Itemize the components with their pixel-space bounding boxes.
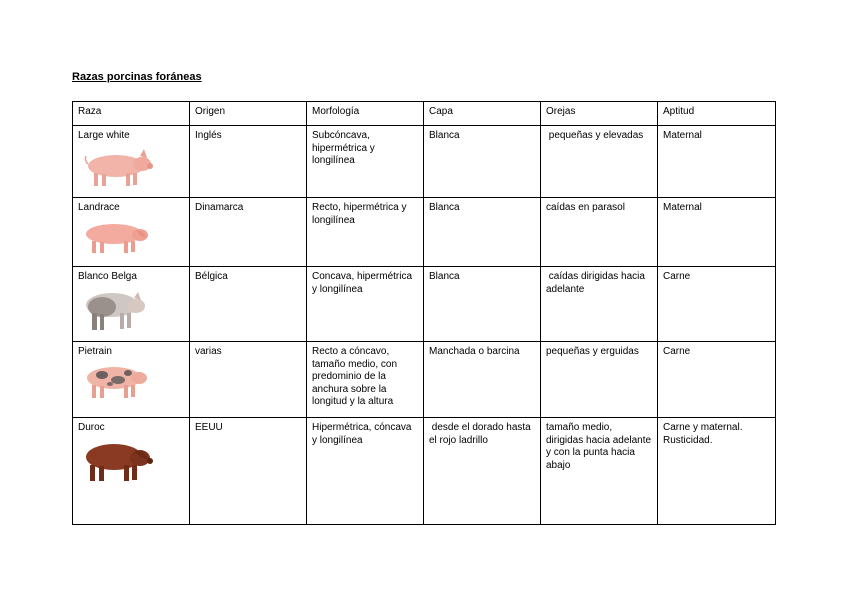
table-row <box>73 126 776 198</box>
breed-cell <box>73 418 190 525</box>
breed-cell <box>73 198 190 267</box>
aptitude-cell: Maternal <box>658 198 776 267</box>
aptitude-cell: Maternal <box>658 126 776 198</box>
breed-name: Landrace <box>78 202 120 213</box>
large-white-pig-photo <box>80 146 156 190</box>
breeds-table <box>72 101 776 525</box>
breed-name: Duroc <box>78 422 105 433</box>
breed-cell <box>73 126 190 198</box>
morphology-cell: Concava, hipermétrica y longilínea <box>307 267 424 342</box>
landrace-pig-photo <box>80 218 152 256</box>
ears-cell: caídas en parasol <box>541 198 658 267</box>
breed-cell <box>73 342 190 418</box>
origin-cell: Dinamarca <box>190 198 307 267</box>
origin-cell: varias <box>190 342 307 418</box>
origin-cell: Bélgica <box>190 267 307 342</box>
origin-cell: Inglés <box>190 126 307 198</box>
table-row <box>73 198 776 267</box>
breed-name: Pietrain <box>78 346 112 357</box>
table-row <box>73 342 776 418</box>
morphology-cell: Recto a cóncavo, tamaño medio, con predominio de la anchura sobre la longitud y la altura <box>307 342 424 418</box>
header-cell: Orejas <box>541 102 658 126</box>
coat-cell: Blanca <box>424 126 541 198</box>
coat-cell: Blanca <box>424 198 541 267</box>
breed-name: Blanco Belga <box>78 271 137 282</box>
aptitude-cell: Carne y maternal. Rusticidad. <box>658 418 776 525</box>
ears-cell: tamaño medio, dirigidas hacia adelante y con la punta hacia abajo <box>541 418 658 525</box>
morphology-cell: Subcóncava, hipermétrica y longilínea <box>307 126 424 198</box>
header-cell: Capa <box>424 102 541 126</box>
header-cell: Origen <box>190 102 307 126</box>
breed-cell <box>73 267 190 342</box>
header-cell: Raza <box>73 102 190 126</box>
coat-cell: desde el dorado hasta el rojo ladrillo <box>424 418 541 525</box>
ears-cell: pequeñas y elevadas <box>541 126 658 198</box>
coat-cell: Blanca <box>424 267 541 342</box>
ears-cell: caídas dirigidas hacia adelante <box>541 267 658 342</box>
pietrain-pig-photo <box>80 362 152 402</box>
origin-cell: EEUU <box>190 418 307 525</box>
blanco-belga-pig-photo <box>80 287 152 333</box>
duroc-pig-photo <box>80 438 156 484</box>
breed-name: Large white <box>78 130 130 141</box>
ears-cell: pequeñas y erguidas <box>541 342 658 418</box>
table-row <box>73 267 776 342</box>
morphology-cell: Recto, hipermétrica y longilínea <box>307 198 424 267</box>
coat-cell: Manchada o barcina <box>424 342 541 418</box>
document-title: Razas porcinas foráneas <box>72 71 202 83</box>
morphology-cell: Hipermétrica, cóncava y longilínea <box>307 418 424 525</box>
table-header-row <box>73 102 776 126</box>
header-cell: Aptitud <box>658 102 776 126</box>
aptitude-cell: Carne <box>658 267 776 342</box>
aptitude-cell: Carne <box>658 342 776 418</box>
header-cell: Morfología <box>307 102 424 126</box>
table-row <box>73 418 776 525</box>
